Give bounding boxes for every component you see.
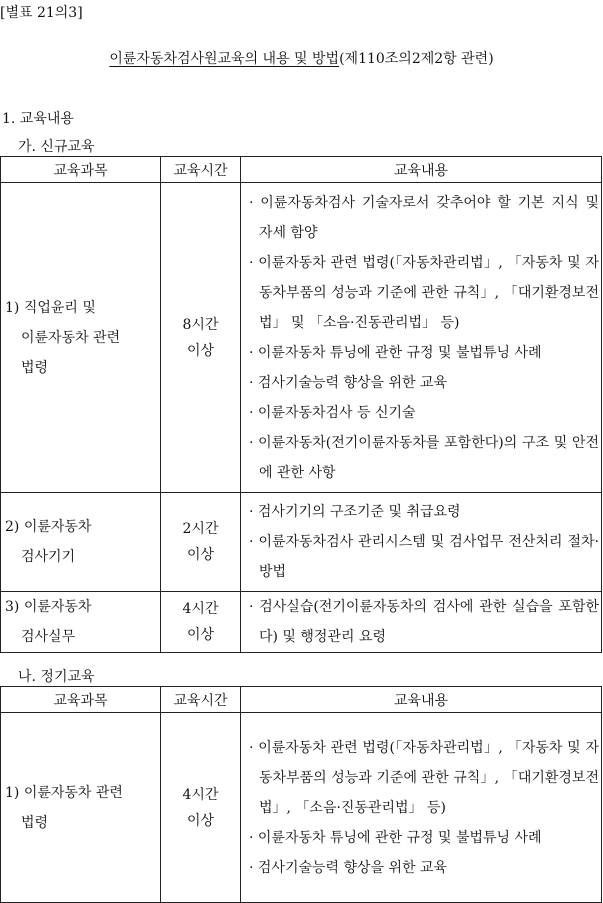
time-line: 이상 <box>186 342 215 359</box>
time-line: 4시간 <box>182 601 219 617</box>
header-time: 교육시간 <box>161 687 241 713</box>
title-main: 이륜자동차검사원교육의 내용 및 방법 <box>109 51 340 67</box>
content-item: · 이륜자동차검사 기술자로서 갖추어야 할 기본 지식 및 자세 함양 <box>249 194 599 241</box>
header-content: 교육내용 <box>241 687 602 713</box>
header-content: 교육내용 <box>241 157 602 183</box>
table-row <box>1 713 602 903</box>
subject-line: 법령 <box>21 814 49 831</box>
time-line: 4시간 <box>182 786 219 803</box>
table-row <box>1 592 602 653</box>
subject-cell <box>1 183 161 493</box>
content-item: · 이륜자동차(전기이륜자동차를 포함한다)의 구조 및 안전에 관한 사항 <box>249 434 599 481</box>
document-title <box>0 48 603 68</box>
table-header-row <box>1 157 602 183</box>
time-cell <box>161 713 241 903</box>
table-row <box>1 493 602 592</box>
time-line: 이상 <box>186 627 215 643</box>
time-cell <box>161 592 241 653</box>
table-row <box>1 183 602 493</box>
time-line: 이상 <box>186 812 215 829</box>
time-line: 2시간 <box>182 521 219 537</box>
content-cell <box>241 183 602 493</box>
subject-line: 3) 이륜자동차 <box>5 599 92 615</box>
table-header-row <box>1 687 602 713</box>
content-item: · 이륜자동차 관련 법령(「자동차관리법」, 「자동차 및 자동차부품의 성능과 기준에 관한 규칙」, 「대기환경보전법」 및 「소음·진동관리법」 등) <box>249 254 599 331</box>
content-item: · 검사기기의 구조기준 및 취급요령 <box>249 504 461 520</box>
header-time: 교육시간 <box>161 157 241 183</box>
title-ref: (제110조의2제2항 관련) <box>339 51 494 67</box>
content-item: · 검사실습(전기이륜자동차의 검사에 관한 실습을 포함한다) 및 행정관리 요령 <box>249 599 599 645</box>
annex-label: [별표 21의3] <box>0 5 83 21</box>
time-cell <box>161 183 241 493</box>
content-cell <box>241 493 602 592</box>
content-item: · 이륜자동차검사 등 신기술 <box>249 404 416 421</box>
time-cell <box>161 493 241 592</box>
new-training-table <box>0 156 602 653</box>
content-item: · 이륜자동차 관련 법령(「자동차관리법」, 「자동차 및 자동차부품의 성능과 기준에 관한 규칙」, 「대기환경보전법」, 「소음·진동관리법」 등) <box>249 739 599 816</box>
subject-line: 1) 이륜자동차 관련 <box>5 784 123 801</box>
subject-line: 1) 직업윤리 및 <box>5 299 96 316</box>
subject-line: 검사기기 <box>21 549 76 565</box>
new-training-heading: 가. 신규교육 <box>18 139 95 155</box>
content-cell <box>241 713 602 903</box>
subject-line: 법령 <box>21 359 49 376</box>
subject-cell <box>1 493 161 592</box>
content-item: · 검사기술능력 향상을 위한 교육 <box>249 859 448 876</box>
content-item: · 이륜자동차 튜닝에 관한 규정 및 불법튜닝 사례 <box>249 829 542 846</box>
subject-line: 이륜자동차 관련 <box>21 329 121 346</box>
periodic-training-table <box>0 686 602 903</box>
subject-line: 2) 이륜자동차 <box>5 519 92 535</box>
content-cell <box>241 592 602 653</box>
subject-line: 검사실무 <box>21 629 76 645</box>
content-item: · 이륜자동차검사 관리시스템 및 검사업무 전산처리 절차·방법 <box>249 534 599 580</box>
subject-cell <box>1 713 161 903</box>
header-subject: 교육과목 <box>1 157 161 183</box>
section-heading: 1. 교육내용 <box>2 111 74 127</box>
time-line: 8시간 <box>182 316 219 333</box>
periodic-training-heading: 나. 정기교육 <box>18 669 95 685</box>
time-line: 이상 <box>186 547 215 563</box>
subject-cell <box>1 592 161 653</box>
content-item: · 이륜자동차 튜닝에 관한 규정 및 불법튜닝 사례 <box>249 344 542 361</box>
header-subject: 교육과목 <box>1 687 161 713</box>
content-item: · 검사기술능력 향상을 위한 교육 <box>249 374 448 391</box>
